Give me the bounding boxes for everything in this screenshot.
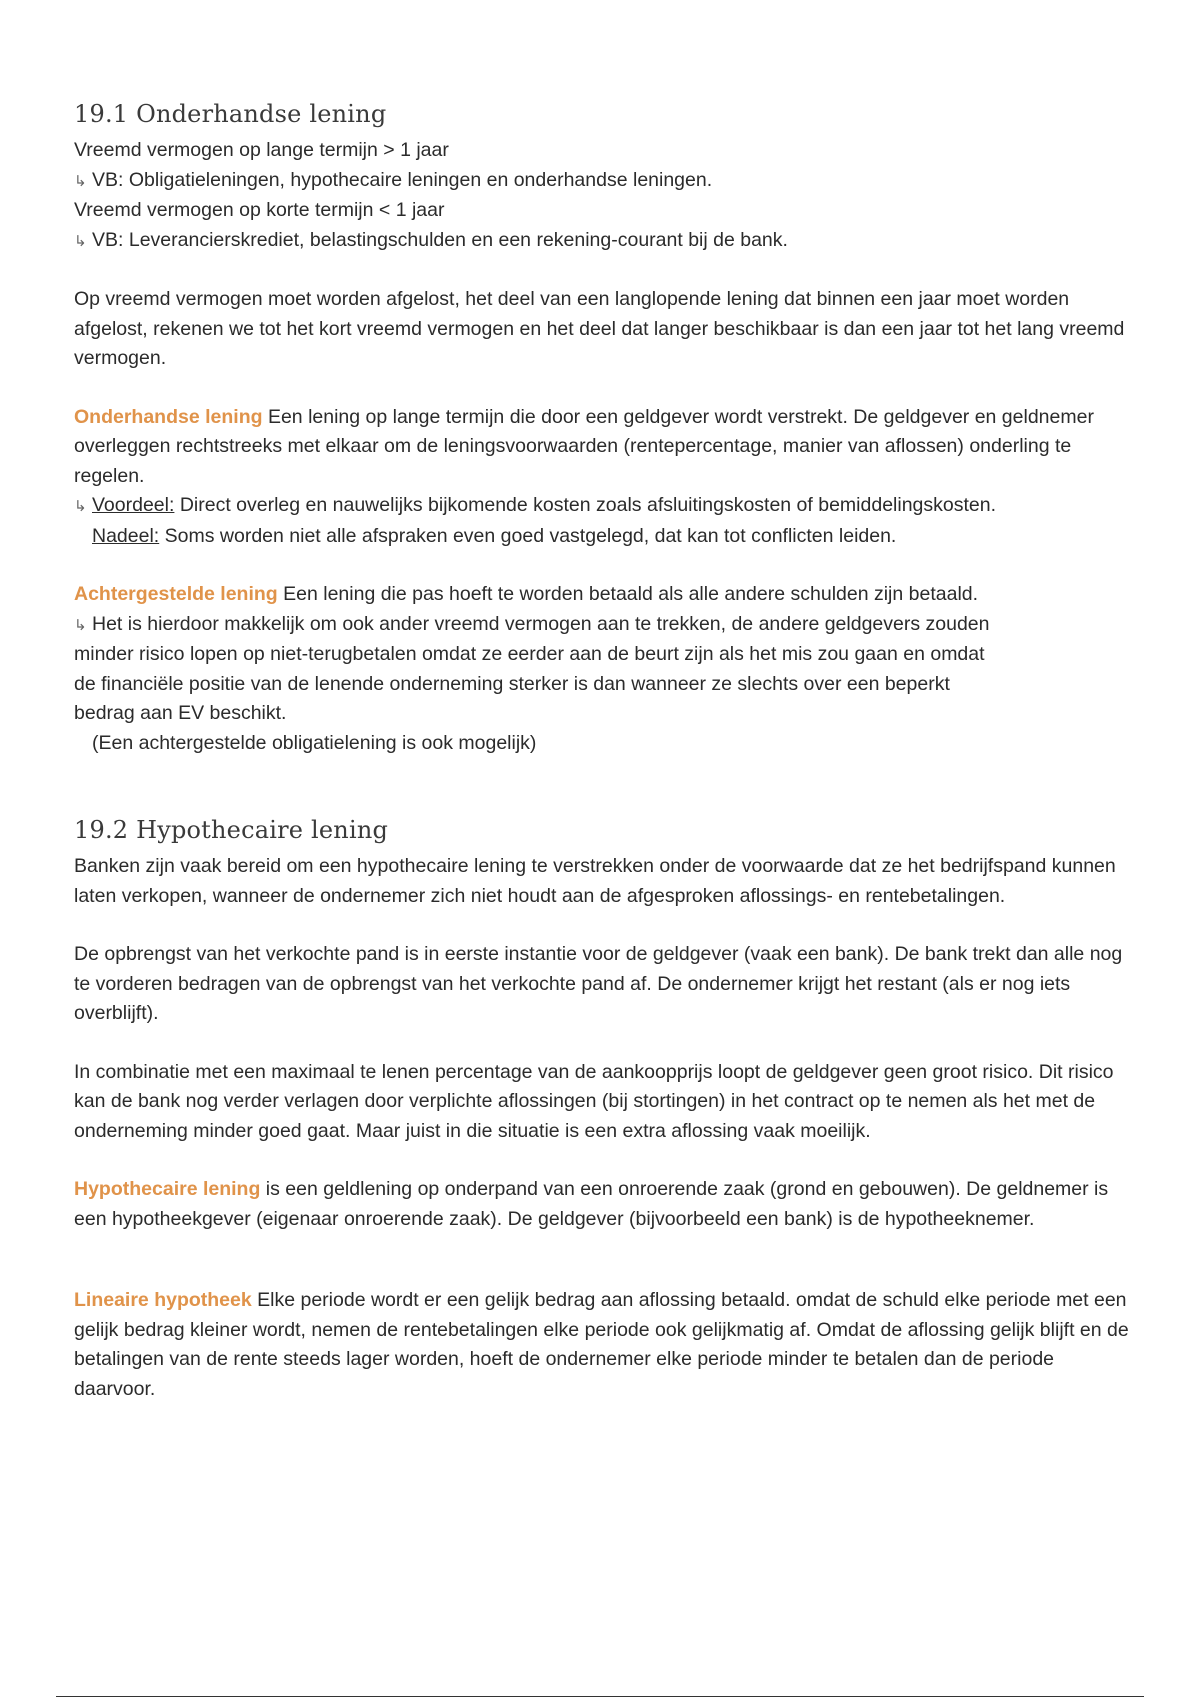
paragraph: In combinatie met een maximaal te lenen percentage van de aankoopprijs loopt de geldgever geen groot risico. Dit risico kan de bank nog verder verlagen door verplichte aflossingen (bij stortingen) in het contract op te nemen als het met de onderneming minder goed gaat. Maar juist in die situatie is een extra aflossing vaak moeilijk. [74,1060,1114,1142]
nadeel-label: Nadeel: [92,524,160,547]
section-title-19-2: 19.2 Hypothecaire lening [74,816,389,844]
term-highlight: Onderhandse lening [74,405,263,428]
footer-divider [56,1696,1144,1697]
definition-lineaire-hypotheek: Lineaire hypotheek Elke periode wordt er een gelijk bedrag aan aflossing betaald. omdat de schuld elke periode met een gelijk bedrag kleiner wordt, nemen de rentebetalingen elke periode ook gelijkmatig af. Omdat de aflossing gelijk blijft en de betalingen van de rente steeds lager worden, hoeft de ondernemer elke periode minder te betalen dan de periode daarvoor. [74,1289,1129,1400]
voordeel-line: ↳ Voordeel: Direct overleg en nauwelijks bijkomende kosten zoals afsluitingskosten of bemiddelingskosten. [74,491,1134,522]
text-line: ↳ VB: Obligatieleningen, hypothecaire leningen en onderhandse leningen. [74,166,1134,197]
paragraph: Banken zijn vaak bereid om een hypothecaire lening te verstrekken onder de voorwaarde dat ze het bedrijfspand kunnen laten verkopen, wanneer de ondernemer zich niet houdt aan de afgesproken aflossings- en rentebetalingen. [74,855,1116,907]
achtergestelde-explanation: ↳ Het is hierdoor makkelijk om ook ander vreemd vermogen aan te trekken, de andere geldgevers zouden minder risico lopen op niet-terugbetalen omdat ze eerder aan de beurt zijn als het mis zou gaan en omdat de financiële positie van de lenende onderneming sterker is dan wanneer ze slechts over een beperkt bedrag aan EV beschikt. [74,612,990,724]
term-highlight: Hypothecaire lening [74,1178,261,1200]
definition-onderhandse-lening: Onderhandse lening Een lening op lange termijn die door een geldgever wordt verstrekt. De geldgever en geldnemer overleggen rechtstreeks met elkaar om de leningsvoorwaarden (rentepercentage, manier van aflossen) onderling te regelen. [74,405,1094,487]
return-arrow-icon: ↳ [74,616,87,634]
voordeel-label: Voordeel: [92,494,175,516]
paragraph: De opbrengst van het verkochte pand is in eerste instantie voor de geldgever (vaak een bank). De bank trekt dan alle nog te vorderen bedragen van de opbrengst van het verkochte pand af. De ondernemer krijgt het restant (als er nog iets overblijft). [74,943,1123,1024]
return-arrow-icon: ↳ [74,172,87,190]
text-line: ↳ VB: Leverancierskrediet, belastingschulden en een rekening-courant bij de bank. [74,226,1134,257]
paragraph: Op vreemd vermogen moet worden afgelost, het deel van een langlopende lening dat binnen een jaar moet worden afgelost, rekenen we tot het kort vreemd vermogen en het deel dat langer beschikbaar is dan een jaar tot het lang vreemd vermogen. [74,288,1125,369]
section-title-19-1: 19.1 Onderhandse lening [74,100,387,128]
term-highlight: Lineaire hypotheek [74,1289,252,1311]
term-highlight: Achtergestelde lening [74,583,278,605]
return-arrow-icon: ↳ [74,498,87,515]
text-line: Vreemd vermogen op lange termijn > 1 jaar [74,139,449,161]
text-line: Vreemd vermogen op korte termijn < 1 jaar [74,199,445,221]
definition-hypothecaire-lening: Hypothecaire lening is een geldlening op onderpand van een onroerende zaak (grond en gebouwen). De geldnemer is een hypotheekgever (eigenaar onroerende zaak). De geldgever (bijvoorbeeld een bank) is de hypotheeknemer. [74,1178,1109,1230]
achtergestelde-note: (Een achtergestelde obligatielening is ook mogelijk) [92,731,537,754]
return-arrow-icon: ↳ [74,232,87,250]
definition-achtergestelde-lening: Achtergestelde lening Een lening die pas hoeft te worden betaald als alle andere schulden zijn betaald. [74,583,979,605]
document-page [74,100,1134,1404]
nadeel-line: Nadeel: Soms worden niet alle afspraken even goed vastgelegd, dat kan tot conflicten leiden. [92,524,897,547]
